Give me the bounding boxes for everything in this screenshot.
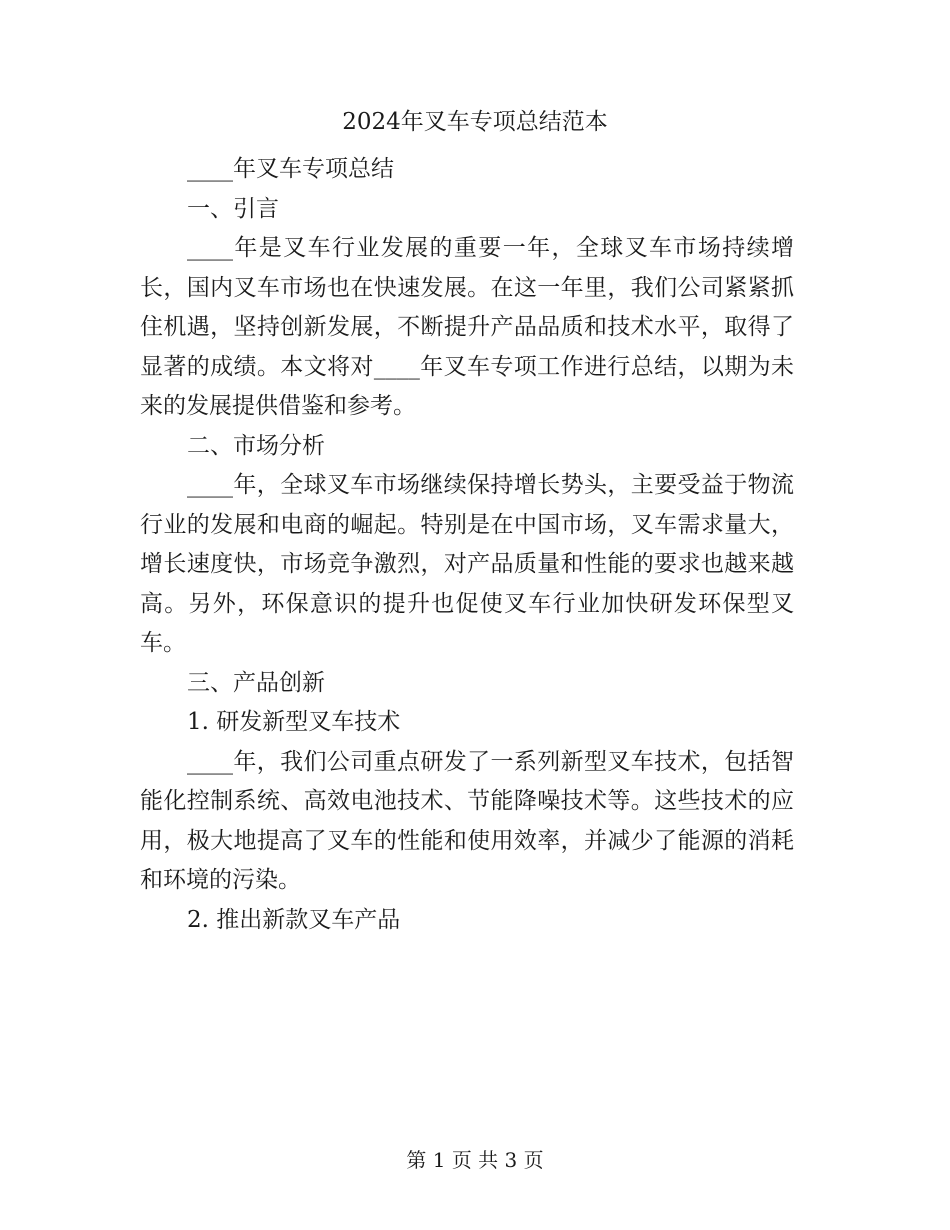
subtitle-paragraph: ____年叉车专项总结 <box>187 156 394 182</box>
section-heading-market-analysis: 二、市场分析 <box>187 432 325 459</box>
document-body <box>140 150 794 940</box>
subheading-new-products: 2. 推出新款叉车产品 <box>187 906 401 933</box>
new-technology-paragraph: ____年，我们公司重点研发了一系列新型叉车技术，包括智能化控制系统、高效电池技术、节能降噪技术等。这些技术的应用，极大地提高了叉车的性能和使用效率，并减少了能源的消耗和环境的污染。 <box>140 748 794 893</box>
document-title: 2024年叉车专项总结范本 <box>342 109 608 135</box>
introduction-paragraph: ____年是叉车行业发展的重要一年，全球叉车市场持续增长，国内叉车市场也在快速发展。在这一年里，我们公司紧紧抓住机遇，坚持创新发展，不断提升产品品质和技术水平，取得了显著的成绩。本文将对____年叉车专项工作进行总结，以期为未来的发展提供借鉴和参考。 <box>140 235 794 419</box>
market-analysis-paragraph: ____年，全球叉车市场继续保持增长势头，主要受益于物流行业的发展和电商的崛起。特别是在中国市场，叉车需求量大，增长速度快，市场竞争激烈，对产品质量和性能的要求也越来越高。另外，环保意识的提升也促使叉车行业加快研发环保型叉车。 <box>140 472 794 656</box>
page-number-footer: 第 1 页 共 3 页 <box>406 1148 544 1172</box>
subheading-new-technology: 1. 研发新型叉车技术 <box>187 709 401 735</box>
section-heading-introduction: 一、引言 <box>187 195 279 222</box>
section-heading-product-innovation: 三、产品创新 <box>187 669 325 696</box>
